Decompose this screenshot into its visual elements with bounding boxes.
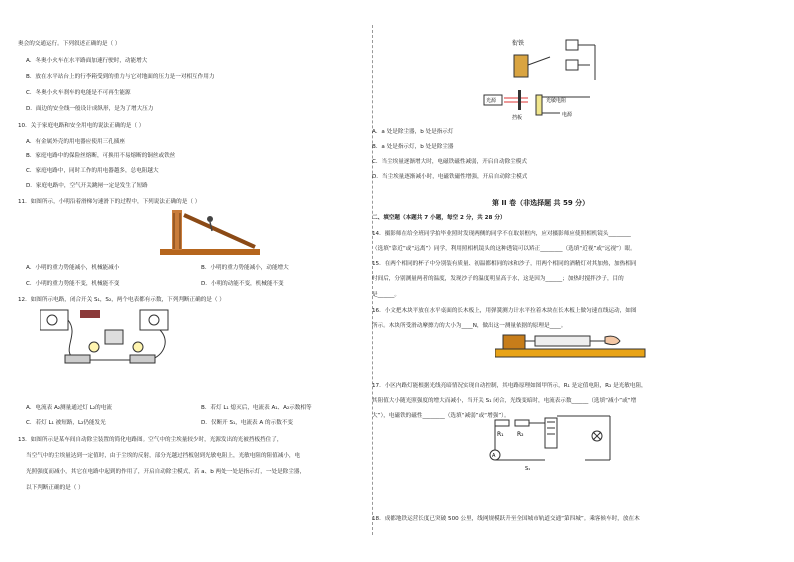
- text-line: 14．摄影师在给全班同学拍毕业照时发现两侧的同学不在取景框内，应对摄影师应使照相机镜头________: [372, 231, 631, 237]
- text-line: 当空气中的尘埃量达到一定值时，由于尘埃的反射，部分光越过挡板射到光敏电阻上，光敏电阻的阻值减小，电: [26, 453, 301, 459]
- text-line: 17．小区内路灯能根据光线亮暗情况实现自动控制，其电路原理如图甲所示，R₁ 是定值电阻，R₂ 是光敏电阻，: [372, 383, 647, 389]
- fig-label: A: [492, 453, 496, 459]
- fig-label: 光敏电阻: [546, 98, 567, 104]
- option: A．小明的重力势能减小，机械能减小: [26, 265, 120, 271]
- text-line: 以下判断正确的是（ ）: [26, 485, 84, 491]
- fig-label: 光源: [486, 98, 497, 104]
- fig-label: 挡板: [512, 115, 523, 121]
- text-line: C．冬奥小火车刹车的电能是不可再生能源: [26, 90, 131, 96]
- text-line: 10．关于家庭电路和安全用电的说法正确的是（ ）: [18, 123, 145, 129]
- text-line: （选填“靠近”或“远离”）同学，利用照相机镜头的这种透镜可以矫正________（选填“近视”或“远视”）眼。: [372, 246, 636, 252]
- text-line: 15．在两个相同的杯子中分别装有质量、初温都相同的冰和沙子，用两个相同的酒精灯对其加热，加热相同: [372, 261, 637, 267]
- section-title: 第 II 卷（非选择题 共 59 分）: [492, 199, 590, 207]
- text-line: 16．小文把木块平放在水平桌面的长木板上，用弹簧测力计水平拉着木块在长木板上做匀速直线运动，如图: [372, 308, 637, 314]
- option: D．当尘埃量逐渐减小时，电磁铁磁性增强，开启自动除尘模式: [372, 174, 528, 180]
- slide-figure: [160, 205, 270, 260]
- option: A．a 处是除尘器，b 处是指示灯: [372, 129, 454, 135]
- option: B．a 处是指示灯，b 处是除尘器: [372, 144, 454, 150]
- text-line: 光照强度而减小，其它在电路中起到的作用了，开启自动除尘模式，若 a、b 两处一处是指示灯，一处是除尘器，: [26, 469, 306, 475]
- text-line: A．冬奥小火车在水平路面加速行驶时，动能增大: [26, 58, 148, 64]
- option: C．当尘埃量逐渐增大时，电磁铁磁性减弱，开启自动除尘模式: [372, 159, 527, 165]
- street-light-circuit: [485, 410, 620, 480]
- text-line: 12．如图所示电路，闭合开关 S₁，S₂，两个电表都有示数，下列判断正确的是（ ）: [18, 297, 225, 303]
- text-line: B．放在水平站台上的行李箱受到的重力与它对地面的压力是一对相互作用力: [26, 74, 215, 80]
- text-line: 所示。木块所受滑动摩擦力的大小为____N，做出这一测量依据的原理是____。: [372, 323, 567, 329]
- fig-label: R₂: [517, 431, 524, 438]
- option: D．小明的动能不变，机械能不变: [201, 281, 284, 287]
- fig-label: S₁: [525, 466, 531, 472]
- section-subtitle: 二、填空题（本题共 7 小题，每空 2 分，共 28 分）: [372, 215, 506, 221]
- text-line: 奥会的交通运行。下列叙述正确的是（ ）: [18, 41, 121, 47]
- fig-label: 电源: [562, 112, 573, 118]
- text-line: D．面边的安全线一般设计成纵形，是为了增大压力: [26, 106, 154, 112]
- text-line: 时间后，分别测量两者的温度，发现沙子的温度明显高于水，这是因为______；加热时搅拌沙子，目的: [372, 276, 624, 282]
- text-line: 是______。: [372, 292, 400, 298]
- text-line: D．家庭电路中，空气开关跳闸一定是发生了短路: [26, 183, 148, 189]
- option: D．仅断开 S₁，电流表 A 的示数不变: [201, 420, 293, 426]
- text-line: 其阻值大小随光照强度的增大而减小，当开关 S₁ 闭合，光线变暗时，电流表示数______（选填“减小”或“增: [372, 398, 637, 404]
- text-line: 18．成都地铁运营长度已突破 500 公里，线网规模跃升至全国城市轨道交通“第四城”。乘客候车时，放在木: [372, 516, 640, 522]
- option: B．小明的重力势能减小，动能增大: [201, 265, 289, 271]
- text-line: B．家庭电路中的保险丝熔断，可换用不易熔断的铜丝或铁丝: [26, 153, 176, 159]
- text-line: 大”），电磁铁的磁性________（选填“减弱”或“增强”）。: [372, 413, 510, 419]
- text-line: 13．如图所示是某车间自动除尘装置的简化电路图。空气中的尘埃量较少时，光源发出的光被挡板挡住了，: [18, 437, 283, 443]
- fig-label: 衔铁: [512, 40, 525, 47]
- dust-circuit-figure: [480, 35, 610, 125]
- text-line: C．家庭电路中，同时工作的用电器越多，总电阻越大: [26, 168, 159, 174]
- circuit-figure-12: [40, 305, 180, 370]
- option: C．小明的重力势能不变，机械能不变: [26, 281, 120, 287]
- option: B．若灯 L₁ 熄灭后，电流表 A₁、A₂示数相等: [201, 405, 312, 411]
- option: C．若灯 L₁ 被短路，L₂仍能发光: [26, 420, 106, 426]
- friction-figure: [495, 327, 655, 362]
- option: A．电流表 A₂测量通过灯 L₂的电流: [26, 405, 112, 411]
- fig-label: R₁: [497, 431, 504, 438]
- text-line: A．有金属外壳的用电器应使用三孔插座: [26, 139, 125, 145]
- text-line: 11．如图所示，小明沿着滑梯匀速滑下的过程中，下列说法正确的是（ ）: [18, 199, 201, 205]
